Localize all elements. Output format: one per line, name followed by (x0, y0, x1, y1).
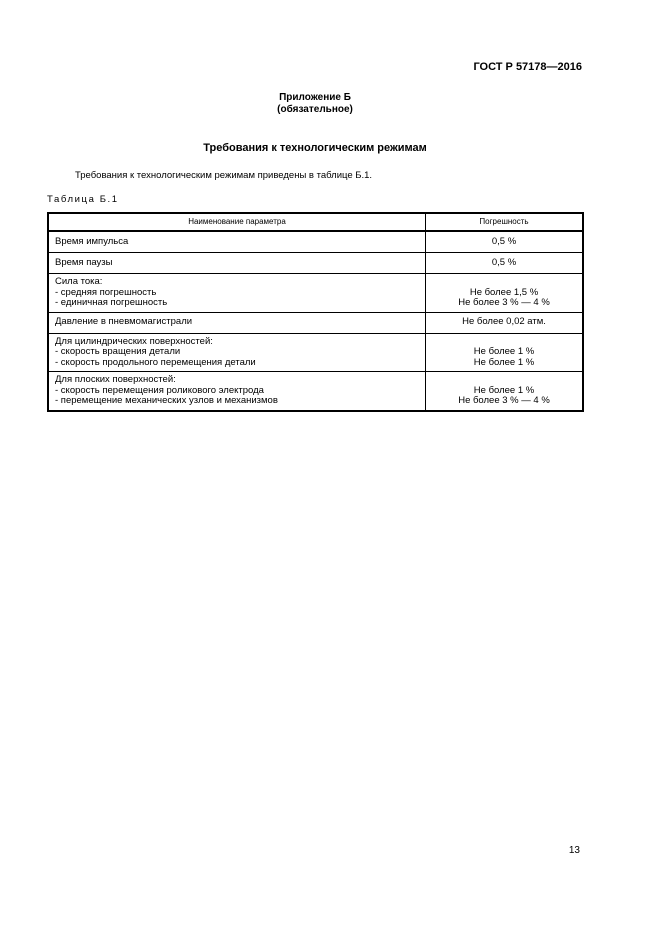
value-line: Не более 3 % — 4 % (458, 395, 550, 406)
value-cell (426, 333, 584, 372)
param-line: - средняя погрешность (55, 286, 157, 298)
table-row (48, 372, 583, 411)
param-line: Для плоских поверхностей: (55, 374, 176, 385)
annex-title: Приложение Б (279, 92, 351, 103)
param-line: Время паузы (55, 256, 113, 268)
param-cell (48, 253, 426, 274)
value-cell (426, 372, 584, 411)
param-line: - единичная погрешность (55, 297, 168, 308)
page-number: 13 (568, 845, 580, 856)
header-tolerance: Погрешность (426, 213, 584, 231)
header-parameter: Наименование параметра (48, 213, 426, 231)
value-line: Не более 1 % (473, 356, 535, 368)
value-cell (426, 274, 584, 313)
requirements-table (47, 212, 584, 412)
value-line: Не более 1 % (473, 346, 535, 357)
table-row (48, 333, 583, 372)
annex-status: (обязательное) (277, 104, 353, 115)
param-cell (48, 372, 426, 411)
value-line: Не более 1 % (473, 384, 535, 396)
param-line: Время импульса (55, 235, 129, 247)
intro-paragraph: Требования к технологическим режимам приведены в таблице Б.1. (75, 170, 373, 181)
value-line: Не более 1,5 % (469, 286, 539, 298)
value-cell (426, 312, 584, 333)
param-line: Давление в пневмомагистрали (55, 316, 193, 328)
table-row (48, 231, 583, 253)
table-row (48, 312, 583, 333)
value-line: Не более 3 % — 4 % (458, 297, 550, 308)
param-cell (48, 231, 426, 253)
param-line: - скорость продольного перемещения детали (55, 356, 256, 368)
table-caption: Таблица Б.1 (47, 194, 119, 205)
value-line: 0,5 % (491, 235, 517, 247)
value-cell (426, 231, 584, 253)
value-line: Не более 0,02 атм. (462, 316, 546, 328)
param-line: Сила тока: (55, 276, 103, 287)
param-line: - скорость вращения детали (55, 346, 181, 357)
param-cell (48, 333, 426, 372)
param-cell (48, 312, 426, 333)
param-line: - скорость перемещения роликового электрода (55, 384, 264, 396)
annex-heading (0, 92, 630, 116)
param-line: - перемещение механических узлов и механизмов (55, 395, 278, 406)
value-line: 0,5 % (491, 256, 517, 268)
param-cell (48, 274, 426, 313)
table-row (48, 274, 583, 313)
table-row (48, 253, 583, 274)
param-line: Для цилиндрических поверхностей: (55, 335, 213, 347)
standard-code: ГОСТ Р 57178—2016 (473, 61, 582, 73)
table-header-row (48, 213, 583, 231)
value-cell (426, 253, 584, 274)
section-title: Требования к технологическим режимам (203, 142, 427, 154)
